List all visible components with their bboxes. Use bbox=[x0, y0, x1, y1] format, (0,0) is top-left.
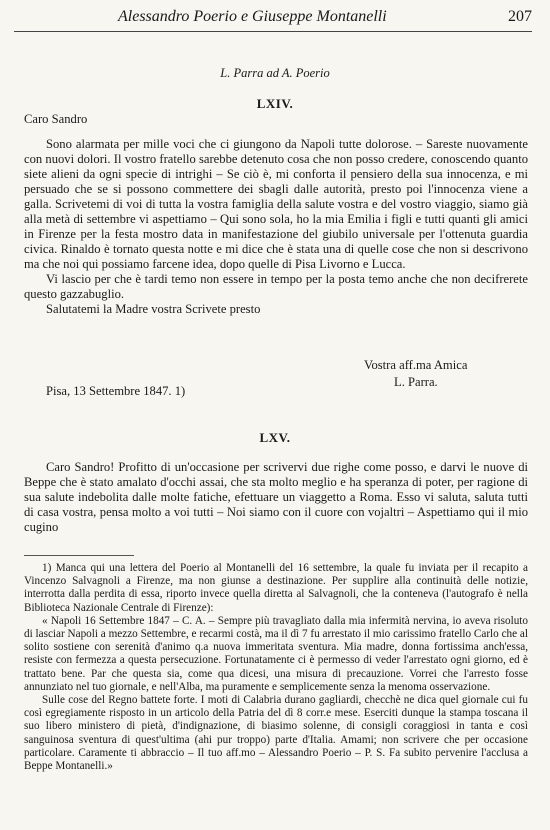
letter-65-paragraph: Caro Sandro! Profitto di un'occasione per scrivervi due righe come posso, e darvi le nuove di Beppe che è stato amalato d'occhi assai, che sta molto meglio e ha speranza di poter, per ragione di sua salute indebolita dalle molte fatiche, efettuare un viaggetto a Roma. Esso vi saluta, saluta tutti di casa vostra, pensa molto a voi tutti – Noi siamo con il cuore con vojaltri – Aspettiamo qui il mio cugino bbox=[24, 460, 528, 534]
footnote-rule bbox=[24, 555, 134, 556]
letter-64-closing-2: L. Parra. bbox=[394, 375, 438, 389]
letter-65-body bbox=[24, 460, 528, 535]
letter-64-paragraph-3: Salutatemi la Madre vostra Scrivete presto bbox=[46, 302, 261, 316]
letter-64-closing-1: Vostra aff.ma Amica bbox=[364, 358, 468, 372]
page-number: 207 bbox=[508, 8, 532, 25]
footnote bbox=[24, 562, 528, 773]
letter-64-heading: L. Parra ad A. Poerio bbox=[220, 66, 330, 80]
header-rule bbox=[14, 31, 532, 32]
running-title: Alessandro Poerio e Giuseppe Montanelli bbox=[118, 8, 387, 25]
footnote-paragraph-2: « Napoli 16 Settembre 1847 – C. A. – Sempre più travagliato dalla mia infermità nervina, io aveva risoluto di lasciar Napoli a mezzo Settembre, e recarmi costà, ma il dì 7 fu arrestato il mio carissimo fratello Carlo che al solito sostiene con serenità d'animo q.a nuova immeritata sventura. Mia madre, donna fortissima anch'essa, resiste con fermezza a questa persecuzione. Fortunatamente ci è permesso di veder l'arrestato ogni giorno, ed è trattato bene. Par che questa sia, come qua dicesi, una misura di precauzione. Vorrei che l'arresto fosse annunziato nel tuo giornale, e nell'Alba, ma puramente e semplicemente senza la menoma osservazione. bbox=[24, 614, 528, 693]
letter-64-paragraph-1: Sono alarmata per mille voci che ci giungono da Napoli tutte dolorose. – Sareste nuovamente con nuovi dolori. Il vostro fratello sarebbe detenuto cosa che non posso credere, conoscendo quanto siete alieni da ogni specie di intrighi – Se ciò è, mi conforta il pensiero della sua innocenza, e mi persuado che se si possono commettere dei sbagli dalle autorità, presto poi l'innocenza viene a galla. Scrivetemi di voi di tutta la vostra famiglia della salute vostra e del vostro viaggio, siamo già alla metà di settembre vi aspettiamo – Qui sono sola, ho la mia Emilia i figli e tutti quanti gli amici in Firenze per la festa mostro data in manifestazione del giubilo universale per l'ottenuta guardia civica. Rinaldo è tornato questa notte e mi dice che è stata una di quelle cose che non si descrivono ma che noi qui possiamo farcene idea, dopo quelle di Pisa Livorno e Lucca. bbox=[24, 137, 528, 271]
letter-64-place-date: Pisa, 13 Settembre 1847. 1) bbox=[46, 384, 186, 398]
footnote-paragraph-3: Sulle cose del Regno battete forte. I moti di Calabria durano gagliardi, checchè ne dica quel giornale cui fu così egregiamente risposto in un articolo della Patria del dì 8 corr.e mese. Eserciti dunque la stampa toscana il suo libero ministero di pietà, d'indignazione, di biasimo solenne, di consigli coraggiosi in tanta e così sanguinosa sventura di quest'ultima (ahi pur troppo) parte d'Italia. Amami; non scrivere che per occasione particolare. Caramente ti abbraccio – Il tuo aff.mo – Alessandro Poerio – P. S. Fa subito pervenire l'acclusa a Beppe Montanelli.» bbox=[24, 694, 528, 773]
letter-64-salutation: Caro Sandro bbox=[24, 112, 88, 126]
running-header bbox=[118, 8, 532, 30]
letter-64-body bbox=[24, 112, 528, 317]
footnote-paragraph-1: 1) Manca qui una lettera del Poerio al Montanelli del 16 settembre, la quale fu inviata per il recapito a Vincenzo Salvagnoli a Firenze, ma non giunse a destinazione. Per supplire alla continuità delle notizie, interrotta dalla perdita di essa, riporto invece quella diretta al Salvagnoli, che la conteneva (l'autografo è nella Biblioteca Nazionale Centrale di Firenze): bbox=[24, 562, 528, 614]
letter-64-number: LXIV. bbox=[256, 96, 294, 111]
letter-65-number: LXV. bbox=[259, 430, 291, 445]
letter-64-paragraph-2: Vi lascio per che è tardi temo non essere in tempo per la posta temo anche che non decifrerete questo gazzabuglio. bbox=[24, 272, 528, 301]
